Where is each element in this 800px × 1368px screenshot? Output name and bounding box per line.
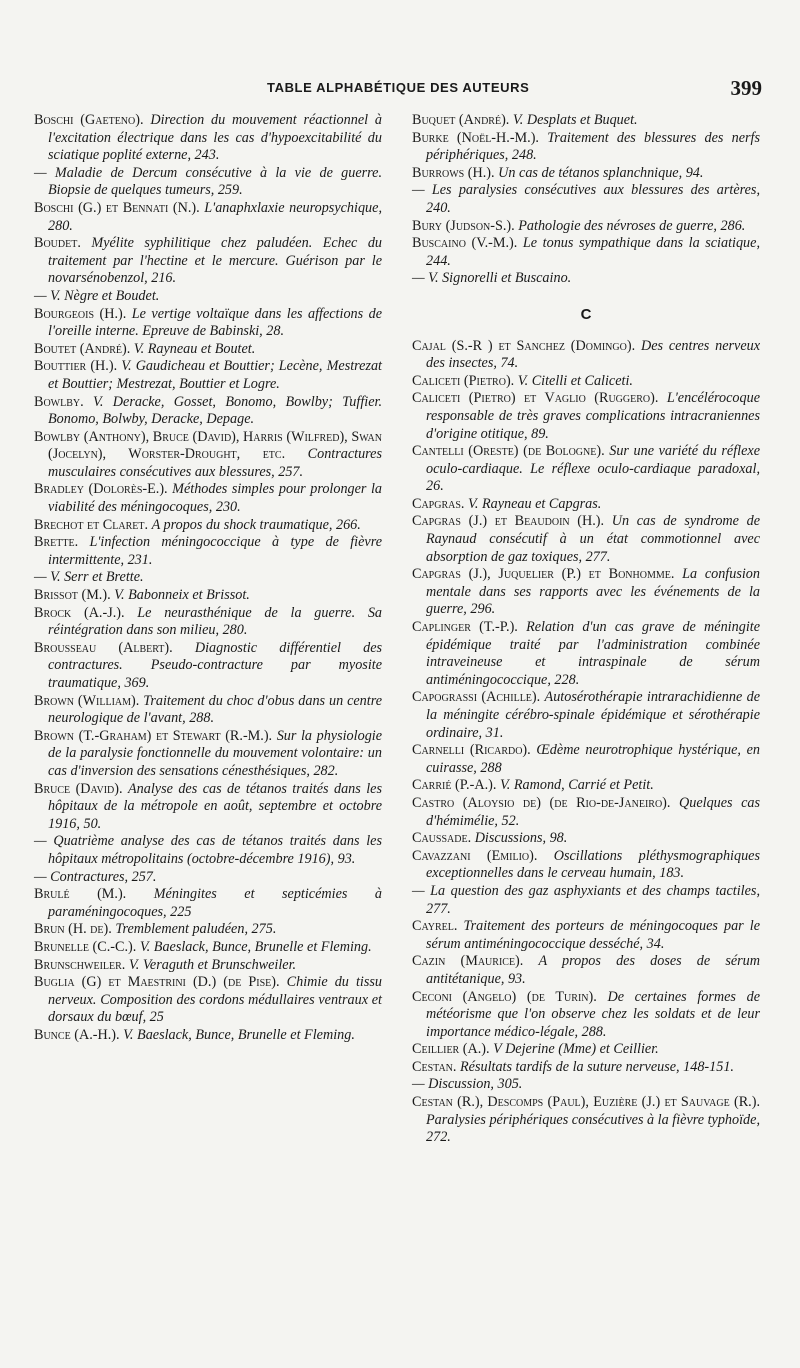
entry-text: V. Rayneau et Capgras. xyxy=(468,495,602,512)
author-name: Ceillier (A.). xyxy=(412,1041,490,1058)
index-entry xyxy=(412,443,760,496)
entry-text: Un cas de syndrome de Raynaud consécutif à un état commotionnel avec absorption de gaz toxiques, 277. xyxy=(426,513,760,565)
index-entry xyxy=(412,1041,760,1059)
index-entry xyxy=(412,848,760,883)
author-name: Brunschweiler. xyxy=(34,956,126,973)
index-entry xyxy=(34,693,382,728)
index-entry xyxy=(412,235,760,270)
author-name: Brulé (M.). xyxy=(34,886,127,903)
author-name: Boschi (Gaeteno). xyxy=(34,112,144,128)
author-name: Bury (Judson-S.). xyxy=(412,217,515,234)
entry-text: Traitement des porteurs de méningocoques par le sérum antiméningococcique desséché, 34. xyxy=(426,918,761,952)
entry-text: — V. Nègre et Boudet. xyxy=(34,287,160,304)
index-entry xyxy=(412,390,760,443)
entry-text: Quelques cas d'hémimélie, 52. xyxy=(426,794,761,829)
index-entry xyxy=(34,288,382,306)
author-name: Cajal (S.-R ) et Sanchez (Domingo). xyxy=(412,337,636,354)
entry-text: La confusion mentale dans ses rapports avec les événements de la guerre, 296. xyxy=(426,566,760,618)
entry-text: Relation d'un cas grave de méningite épidémique traité par l'administration combinée intraveineuse et intraspinale de sérum antiméningococcique, 228. xyxy=(426,619,760,688)
index-entry xyxy=(412,989,760,1042)
author-name: Boschi (G.) et Bennati (N.). xyxy=(34,199,200,216)
index-entry xyxy=(412,742,760,777)
index-entry xyxy=(412,513,760,566)
index-entry xyxy=(412,1094,760,1147)
index-entry xyxy=(34,341,382,359)
entry-text: Chimie du tissu nerveux. Composition des cordons médullaires ventraux et dorsaux du bœuf, 25 xyxy=(48,974,382,1026)
author-name: Buquet (André). xyxy=(412,112,510,128)
entry-text: Paralysies périphériques consécutives à la fièvre typhoïde, 272. xyxy=(426,1111,760,1146)
entry-text: Diagnostic différentiel des contractures. Pseudo-contracture par myosite traumatique, 369. xyxy=(48,639,383,691)
author-name: Cestan (R.), Descomps (Paul), Euzière (J.) et Sauvage (R.). xyxy=(412,1094,760,1111)
index-entry xyxy=(412,1059,760,1077)
entry-text: A propos des doses de sérum antitétanique, 93. xyxy=(426,953,761,987)
entry-text: Résultats tardifs de la suture nerveuse, 148-151. xyxy=(459,1058,734,1075)
running-title: TABLE ALPHABÉTIQUE DES AUTEURS xyxy=(267,80,530,95)
page-header xyxy=(72,76,762,104)
index-entry xyxy=(412,270,760,288)
author-name: Castro (Aloysio de) (de Rio-de-Janeiro). xyxy=(412,794,671,811)
entry-text: V. Rayneau et Boutet. xyxy=(133,340,256,357)
author-name: Carrié (P.-A.). xyxy=(412,777,497,794)
author-name: Brun (H. de). xyxy=(34,921,112,938)
entry-text: Méningites et septicémies à paraméningocoques, 225 xyxy=(48,886,382,920)
entry-text: Un cas de tétanos splanchnique, 94. xyxy=(498,164,704,181)
entry-text: Oscillations pléthysmographiques exceptionnelles dans le cerveau humain, 183. xyxy=(426,847,760,882)
entry-text: Le tonus sympathique dans la sciatique, 244. xyxy=(426,235,760,269)
index-entry xyxy=(34,1027,382,1045)
index-entry xyxy=(412,883,760,918)
index-entry xyxy=(34,306,382,341)
index-entry xyxy=(34,200,382,235)
author-name: Brissot (M.). xyxy=(34,587,111,604)
entry-text: Discussions, 98. xyxy=(474,830,568,847)
entry-text: — V. Serr et Brette. xyxy=(34,569,144,586)
author-name: Boudet. xyxy=(34,235,81,252)
index-entry xyxy=(412,689,760,742)
author-name: Bunce (A.-H.). xyxy=(34,1026,120,1043)
entry-text: V. Baeslack, Bunce, Brunelle et Fleming. xyxy=(139,938,372,955)
entry-text: Tremblement paludéen, 275. xyxy=(115,921,277,938)
index-entry xyxy=(34,833,382,868)
index-entry xyxy=(34,358,382,393)
entry-text: Des centres nerveux des insectes, 74. xyxy=(426,337,761,372)
author-name: Bourgeois (H.). xyxy=(34,305,127,322)
left-column xyxy=(34,112,382,1044)
author-name: Brousseau (Albert). xyxy=(34,639,173,656)
author-name: Caussade. xyxy=(412,830,472,847)
index-entry xyxy=(412,165,760,183)
entry-text: Sur la physiologie de la paralysie fonctionnelle du mouvement volontaire: un cas d'inversion des sensations cénesthésiques, 282. xyxy=(48,727,383,779)
entry-text: V. Desplats et Buquet. xyxy=(512,112,638,128)
index-entry xyxy=(34,165,382,200)
author-name: Capgras (J.), Juquelier (P.) et Bonhomme. xyxy=(412,566,675,583)
entry-text: A propos du shock traumatique, 266. xyxy=(151,516,361,533)
entry-text: V Dejerine (Mme) et Ceillier. xyxy=(493,1041,659,1058)
author-name: Brock (A.-J.). xyxy=(34,604,125,621)
author-name: Capograssi (Achille). xyxy=(412,689,541,706)
index-entry xyxy=(412,1076,760,1094)
entry-text: Contractures musculaires consécutives aux blessures, 257. xyxy=(48,446,382,480)
author-name: Burrows (H.). xyxy=(412,164,495,181)
author-name: Caliceti (Pietro) et Vaglio (Ruggero). xyxy=(412,390,659,407)
right-column xyxy=(412,112,760,1147)
author-name: Buglia (G) et Maestrini (D.) (de Pise). xyxy=(34,974,280,991)
entry-text: — Contractures, 257. xyxy=(34,868,157,885)
index-entry xyxy=(412,795,760,830)
index-entry xyxy=(34,939,382,957)
index-entry xyxy=(412,777,760,795)
entry-text: — Discussion, 305. xyxy=(412,1076,523,1093)
index-entry xyxy=(34,640,382,693)
author-name: Cazin (Maurice). xyxy=(412,953,524,970)
author-name: Cavazzani (Emilio). xyxy=(412,847,538,864)
index-entry xyxy=(34,481,382,516)
entry-text: — V. Signorelli et Buscaino. xyxy=(412,270,572,287)
entry-text: L'anaphxlaxie neuropsychique, 280. xyxy=(48,199,382,234)
entry-text: Myélite syphilitique chez paludéen. Echec du traitement par l'hectine et le mercure. Guérison par le novarsénobenzol, 216. xyxy=(48,235,383,287)
entry-text: — Maladie de Dercum consécutive à la vie de guerre. Biopsie de quelques tumeurs, 259. xyxy=(34,164,382,199)
author-name: Carnelli (Ricardo). xyxy=(412,742,531,759)
author-name: Brette. xyxy=(34,534,79,551)
index-entry xyxy=(412,130,760,165)
index-entry xyxy=(34,605,382,640)
entry-text: L'encélérocoque responsable de très graves complications intracraniennes d'origine otitique, 89. xyxy=(426,390,760,442)
author-name: Brown (William). xyxy=(34,692,140,709)
index-entry xyxy=(34,112,382,165)
author-name: Boutet (André). xyxy=(34,340,131,357)
index-entry xyxy=(34,781,382,834)
author-name: Buscaino (V.-M.). xyxy=(412,235,518,252)
author-name: Cayrel. xyxy=(412,918,458,935)
author-name: Caplinger (T.-P.). xyxy=(412,619,518,636)
entry-text: Autosérothérapie intrarachidienne de la méningite cérébro-spinale épidémique et sérothérapie ordinaire, 31. xyxy=(426,689,760,741)
entry-text: Direction du mouvement réactionnel à l'excitation électrique dans les cas d'hypoexcitabilité du sciatique poplité externe, 243. xyxy=(48,112,382,164)
author-name: Cestan. xyxy=(412,1058,457,1075)
author-name: Brunelle (C.-C.). xyxy=(34,938,137,955)
index-entry xyxy=(34,517,382,535)
entry-text: Le vertige voltaïque dans les affections de l'oreille interne. Epreuve de Babinski, 28. xyxy=(48,305,383,340)
c-entries xyxy=(412,338,760,1147)
index-entry xyxy=(34,869,382,887)
index-entry xyxy=(412,830,760,848)
index-entry xyxy=(412,218,760,236)
author-name: Bowlby. xyxy=(34,393,84,410)
index-entry xyxy=(34,534,382,569)
section-letter: C xyxy=(580,305,592,323)
entry-text: — Quatrième analyse des cas de tétanos traités dans les hôpitaux métropolitains (octobre-décembre 1916), 93. xyxy=(34,833,382,867)
author-name: Bradley (Dolorès-E.). xyxy=(34,481,168,498)
index-entry xyxy=(34,974,382,1027)
author-name: Brown (T.-Graham) et Stewart (R.-M.). xyxy=(34,727,273,744)
author-name: Burke (Noël-H.-M.). xyxy=(412,129,539,146)
index-entry xyxy=(34,235,382,288)
entry-text: V. Babonneix et Brissot. xyxy=(114,587,250,604)
page-number: 399 xyxy=(730,76,762,100)
entry-text: V. Gaudicheau et Bouttier; Lecène, Mestrezat et Bouttier; Mestrezat, Bouttier et Logre. xyxy=(48,358,382,392)
entry-text: De certaines formes de météorisme que l'on observe chez les soldats et de leur importance médico-légale, 288. xyxy=(426,988,761,1040)
entry-text: Traitement des blessures des nerfs périphériques, 248. xyxy=(426,129,760,164)
author-name: Cantelli (Oreste) (de Bologne). xyxy=(412,443,605,460)
index-entry xyxy=(34,394,382,429)
index-entry xyxy=(34,886,382,921)
index-entry xyxy=(34,587,382,605)
entry-text: Analyse des cas de tétanos traités dans les hôpitaux de la métropole en août, septembre et octobre 1916, 50. xyxy=(48,780,383,832)
index-entry xyxy=(412,619,760,689)
author-name: Caliceti (Pietro). xyxy=(412,372,515,389)
index-entry xyxy=(412,182,760,217)
index-entry xyxy=(412,338,760,373)
index-entry xyxy=(34,429,382,482)
entry-text: Traitement du choc d'obus dans un centre neurologique de l'avant, 288. xyxy=(48,692,382,727)
index-entry xyxy=(412,496,760,514)
entry-text: V. Deracke, Gosset, Bonomo, Bowlby; Tuffier. Bonomo, Bolwby, Deracke, Depage. xyxy=(48,393,382,428)
entry-text: — Les paralysies consécutives aux blessures des artères, 240. xyxy=(412,182,760,216)
entry-text: V. Ramond, Carrié et Petit. xyxy=(499,777,654,794)
author-name: Bowlby (Anthony), Bruce (David), Harris (Wilfred), Swan (Jocelyn), Worster-Drought, etc. xyxy=(34,428,382,463)
entry-text: Pathologie des névroses de guerre, 286. xyxy=(518,217,746,234)
entry-text: V. Veraguth et Brunschweiler. xyxy=(128,956,297,973)
author-name: Brechot et Claret. xyxy=(34,516,149,533)
entry-text: Œdème neurotrophique hystérique, en cuirasse, 288 xyxy=(426,742,761,776)
index-entry xyxy=(412,918,760,953)
entry-text: V. Citelli et Caliceti. xyxy=(517,372,633,389)
index-entry xyxy=(34,569,382,587)
author-name: Ceconi (Angelo) (de Turin). xyxy=(412,988,597,1005)
index-entry xyxy=(412,112,760,130)
entry-text: — La question des gaz asphyxiants et des champs tactiles, 277. xyxy=(412,882,760,917)
author-name: Bruce (David). xyxy=(34,780,123,797)
b-entries-continued xyxy=(412,112,760,288)
entry-text: L'infection méningococcique à type de fièvre intermittente, 231. xyxy=(48,534,382,568)
author-name: Bouttier (H.). xyxy=(34,358,118,375)
author-name: Capgras. xyxy=(412,495,465,512)
index-entry xyxy=(34,957,382,975)
index-entry xyxy=(412,373,760,391)
entry-text: Le neurasthénique de la guerre. Sa réintégration dans son milieu, 280. xyxy=(48,604,383,639)
index-entry xyxy=(34,921,382,939)
entry-text: Sur une variété du réflexe oculo-cardiaque. Le réflexe oculo-cardiaque paradoxal, 26. xyxy=(426,443,760,495)
author-name: Capgras (J.) et Beaudoin (H.). xyxy=(412,513,605,530)
index-entry xyxy=(34,728,382,781)
entry-text: V. Baeslack, Bunce, Brunelle et Fleming. xyxy=(123,1026,355,1043)
entry-text: Méthodes simples pour prolonger la viabilité des méningocoques, 230. xyxy=(48,481,383,516)
index-entry xyxy=(412,953,760,988)
index-entry xyxy=(412,566,760,619)
